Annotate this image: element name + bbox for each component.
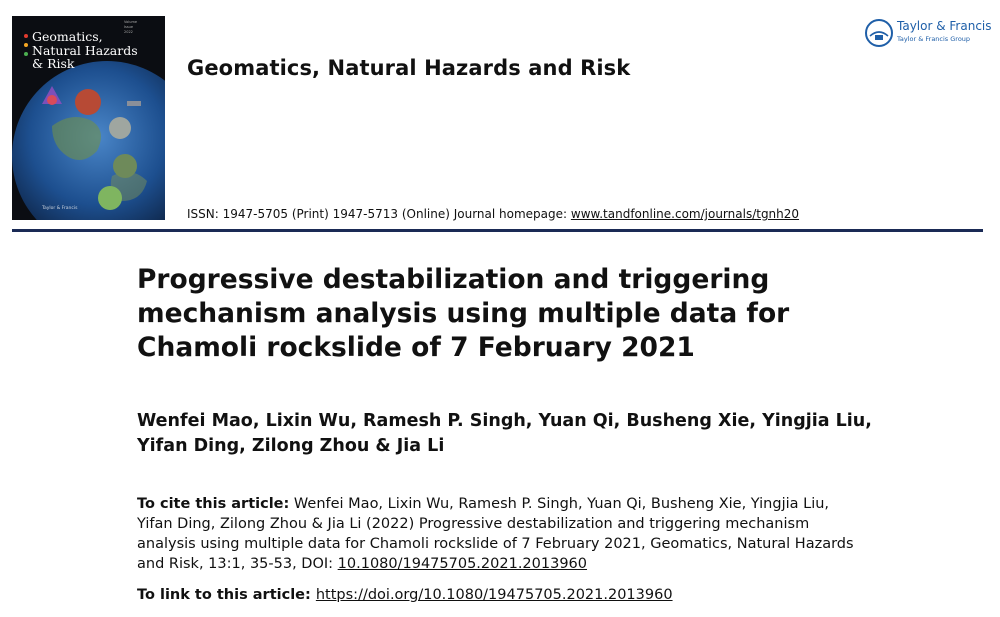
cover-dot-green [24, 52, 28, 56]
citation-label: To cite this article: [137, 496, 290, 512]
article-authors: Wenfei Mao, Lixin Wu, Ramesh P. Singh, Yuan Qi, Busheng Xie, Yingjia Liu, Yifan Ding, Zilong Zhou & Jia Li [137, 411, 872, 456]
header-divider [12, 229, 983, 232]
journal-name: Geomatics, Natural Hazards and Risk [187, 56, 631, 80]
citation-doi-link[interactable]: 10.1080/19475705.2021.2013960 [337, 556, 588, 572]
cover-publisher: Taylor & Francis [42, 206, 78, 211]
cover-dot-red [24, 34, 28, 38]
publisher-logo-icon [864, 18, 894, 48]
cover-small-text: Volume Issue 2022 [124, 20, 138, 34]
cover-dot-orange [24, 43, 28, 47]
publisher-group: Taylor & Francis Group [897, 35, 971, 43]
article-doi-url[interactable]: https://doi.org/10.1080/19475705.2021.2013960 [315, 587, 673, 603]
publisher-name: Taylor & Francis [897, 19, 992, 33]
issn-text: ISSN: 1947-5705 (Print) 1947-5713 (Online) Journal homepage: [187, 207, 571, 221]
citation-text: Wenfei Mao, Lixin Wu, Ramesh P. Singh, Yuan Qi, Busheng Xie, Yingjia Liu, Yifan Ding, Zilong Zhou & Jia Li (2022) Progressive destabilization and triggering mechanism analysis using multiple data for Chamoli rockslide of 7 February 2021, Geomatics, Natural Hazards and Risk, 13:1, 35-53, DOI: [137, 496, 854, 572]
cover-title: Geomatics, Natural Hazards & Risk [32, 29, 138, 71]
article-link-line [137, 587, 673, 603]
citation-block [137, 494, 857, 574]
publisher-logo[interactable] [864, 18, 992, 50]
cover-dots [24, 34, 28, 61]
journal-homepage-link[interactable]: www.tandfonline.com/journals/tgnh20 [570, 207, 800, 221]
issn-line [187, 207, 799, 221]
link-label: To link to this article: [137, 587, 316, 603]
journal-cover [12, 16, 165, 220]
article-title: Progressive destabilization and triggering mechanism analysis using multiple data for Chamoli rockslide of 7 February 2021 [137, 264, 790, 363]
